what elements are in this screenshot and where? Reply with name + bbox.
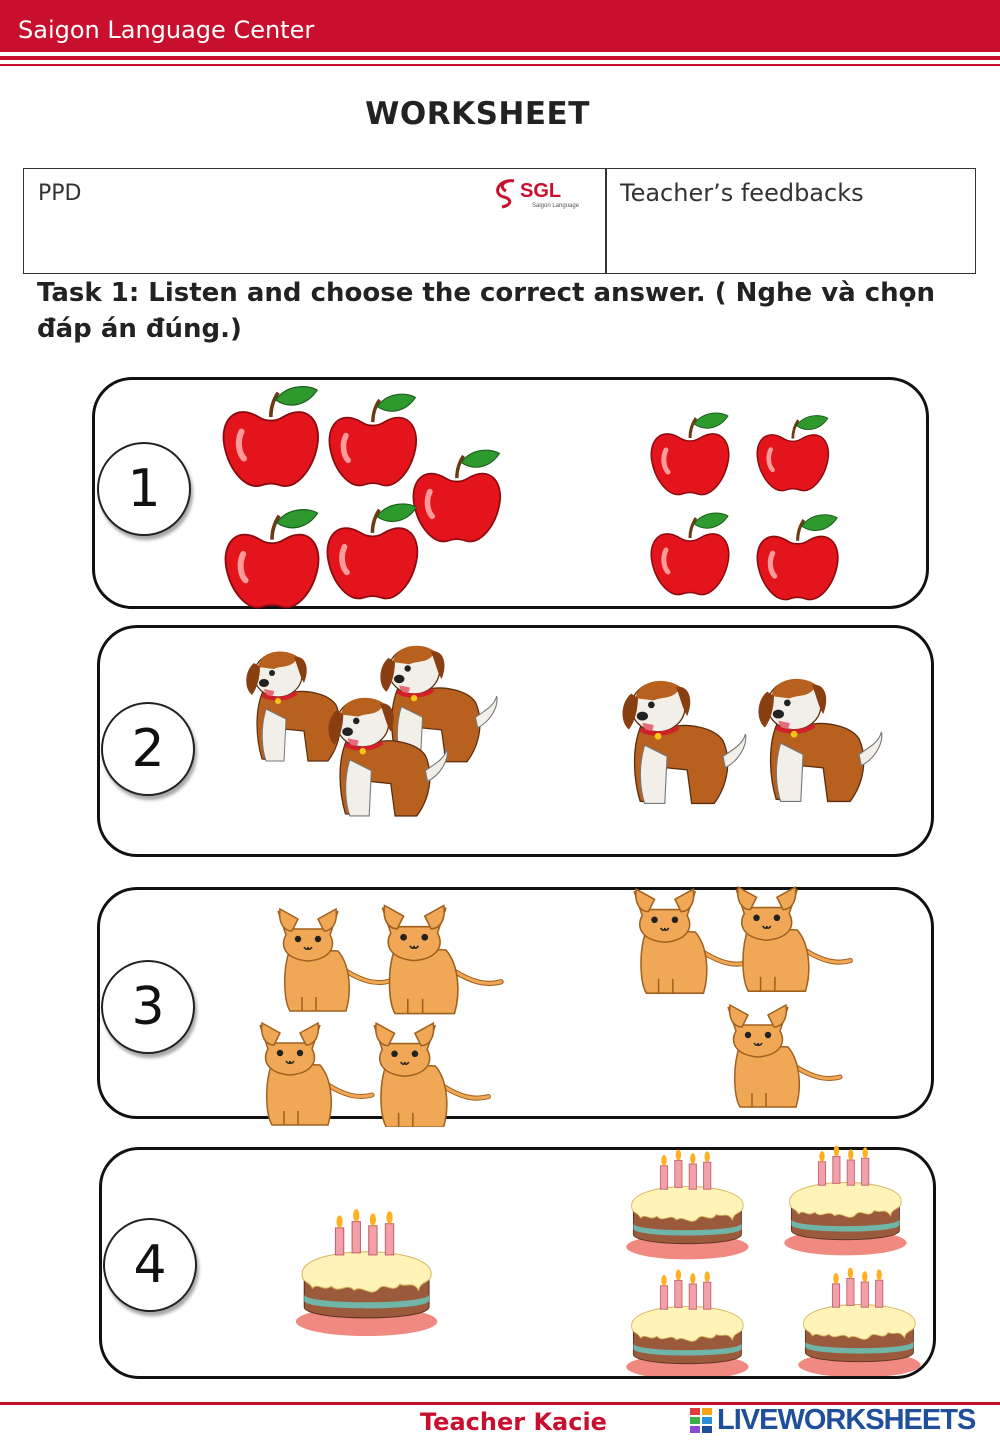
- liveworksheets-icon: [690, 1408, 714, 1438]
- info-table: [23, 168, 976, 274]
- center-name: Saigon Language Center: [18, 16, 315, 44]
- header-divider: [0, 56, 1000, 60]
- question-1-option-a[interactable]: [222, 378, 512, 610]
- table-divider: [605, 169, 607, 273]
- question-number: 1: [97, 442, 191, 536]
- question-4-option-a[interactable]: [296, 1203, 440, 1339]
- task-instruction: Task 1: Listen and choose the correct answer. ( Nghe và chọn đáp án đúng.): [37, 278, 936, 344]
- question-2-option-b[interactable]: [616, 672, 886, 812]
- question-number: 4: [103, 1218, 197, 1312]
- feedback-label: Teacher’s feedbacks: [620, 179, 864, 207]
- question-3-option-a[interactable]: [252, 893, 512, 1127]
- question-1-option-b[interactable]: [648, 402, 848, 608]
- logo-subtext: Saigon Language: [532, 203, 580, 209]
- header-bar: [0, 0, 1000, 52]
- logo-text: SGL: [520, 180, 562, 202]
- liveworksheets-text: LIVEWORKSHEETS: [717, 1404, 976, 1436]
- question-4-option-b[interactable]: [624, 1140, 924, 1376]
- ppd-label: PPD: [38, 181, 82, 206]
- question-number: 2: [101, 702, 195, 796]
- teacher-name: Teacher Kacie: [420, 1408, 607, 1436]
- page-title: WORKSHEET: [365, 96, 590, 132]
- question-2-option-a[interactable]: [240, 643, 510, 823]
- question-number: 3: [101, 960, 195, 1054]
- question-3-option-b[interactable]: [624, 877, 864, 1109]
- header-divider-thin: [0, 64, 1000, 66]
- sgl-logo-icon: [494, 177, 594, 209]
